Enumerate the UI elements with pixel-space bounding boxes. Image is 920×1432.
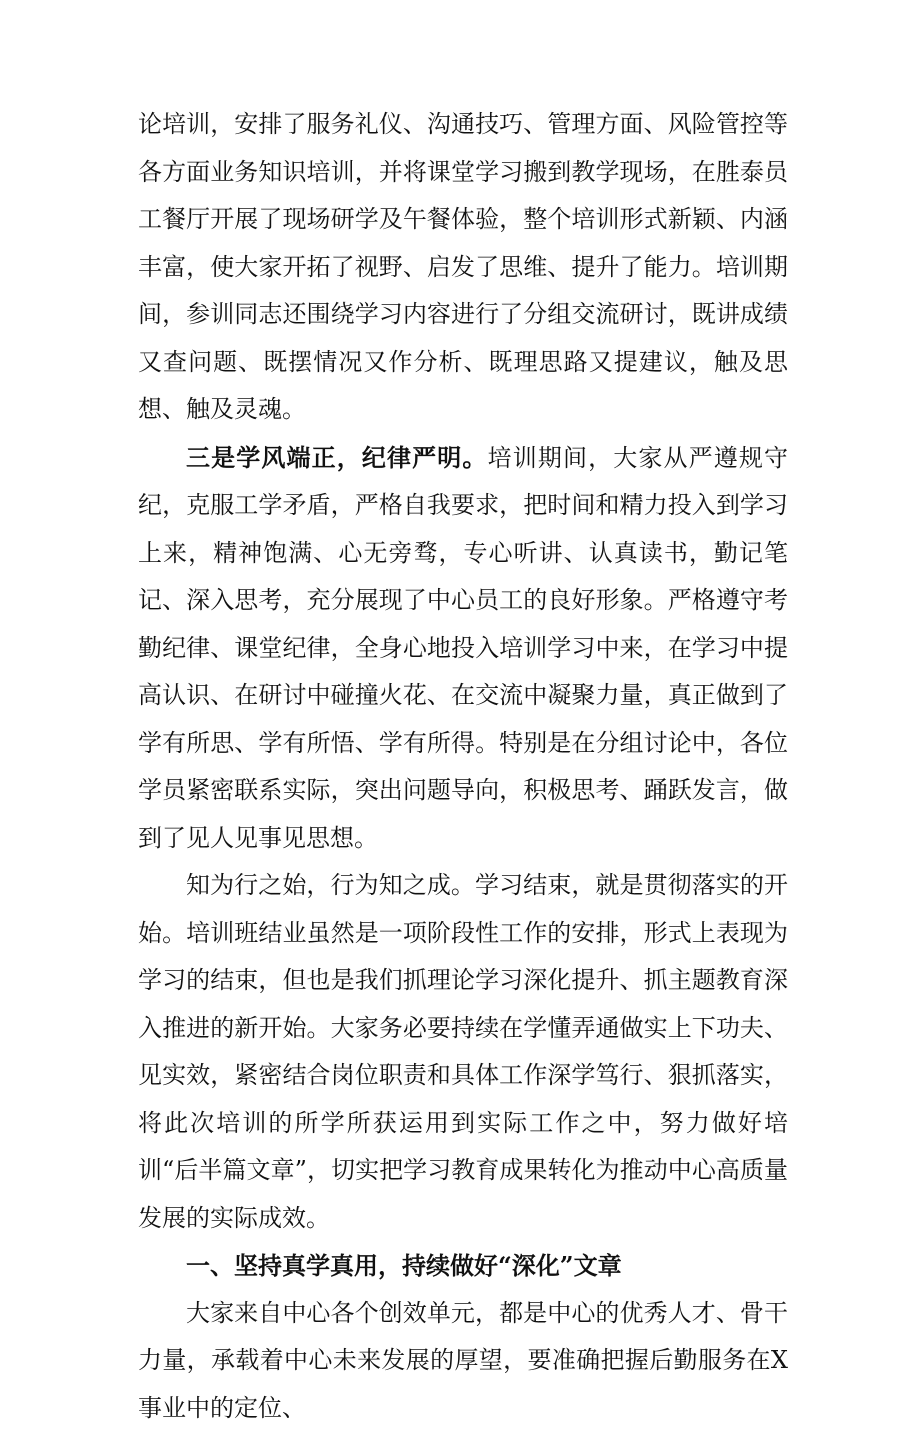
paragraph-knowledge-action: 知为行之始，行为知之成。学习结束，就是贯彻落实的开始。培训班结业虽然是一项阶段性工作的安排，形式上表现为学习的结束，但也是我们抓理论学习深化提升、抓主题教育深入推进的新开始。大家务必要持续在学懂弄通做实上下功夫、见实效，紧密结合岗位职责和具体工作深学笃行、狠抓落实，将此次培训的所学所获运用到实际工作之中，努力做好培训“后半篇文章”，切实把学习教育成果转化为推动中心高质量发展的实际成效。 bbox=[138, 862, 788, 1242]
paragraph-study-style bbox=[138, 434, 788, 863]
document-page bbox=[138, 101, 788, 1432]
paragraph-section-start: 大家来自中心各个创效单元，都是中心的优秀人才、骨干力量，承载着中心未来发展的厚望，要准确把握后勤服务在X事业中的定位、 bbox=[138, 1290, 788, 1432]
paragraph-body: 培训期间，大家从严遵规守纪，克服工学矛盾，严格自我要求，把时间和精力投入到学习上来，精神饱满、心无旁骛，专心听讲、认真读书，勤记笔记、深入思考，充分展现了中心员工的良好形象。严格遵守考勤纪律、课堂纪律，全身心地投入培训学习中来，在学习中提高认识、在研讨中碰撞火花、在交流中凝聚力量，真正做到了学有所思、学有所悟、学有所得。特别是在分组讨论中，各位学员紧密联系实际，突出问题导向，积极思考、踊跃发言，做到了见人见事见思想。 bbox=[138, 444, 788, 852]
section-heading: 一、坚持真学真用，持续做好“深化”文章 bbox=[138, 1242, 788, 1290]
paragraph-continued: 论培训，安排了服务礼仪、沟通技巧、管理方面、风险管控等各方面业务知识培训，并将课堂学习搬到教学现场，在胜泰员工餐厅开展了现场研学及午餐体验，整个培训形式新颖、内涵丰富，使大家开拓了视野、启发了思维、提升了能力。培训期间，参训同志还围绕学习内容进行了分组交流研讨，既讲成绩又查问题、既摆情况又作分析、既理思路又提建议，触及思想、触及灵魂。 bbox=[138, 101, 788, 434]
paragraph-lead: 三是学风端正，纪律严明。 bbox=[186, 443, 488, 472]
